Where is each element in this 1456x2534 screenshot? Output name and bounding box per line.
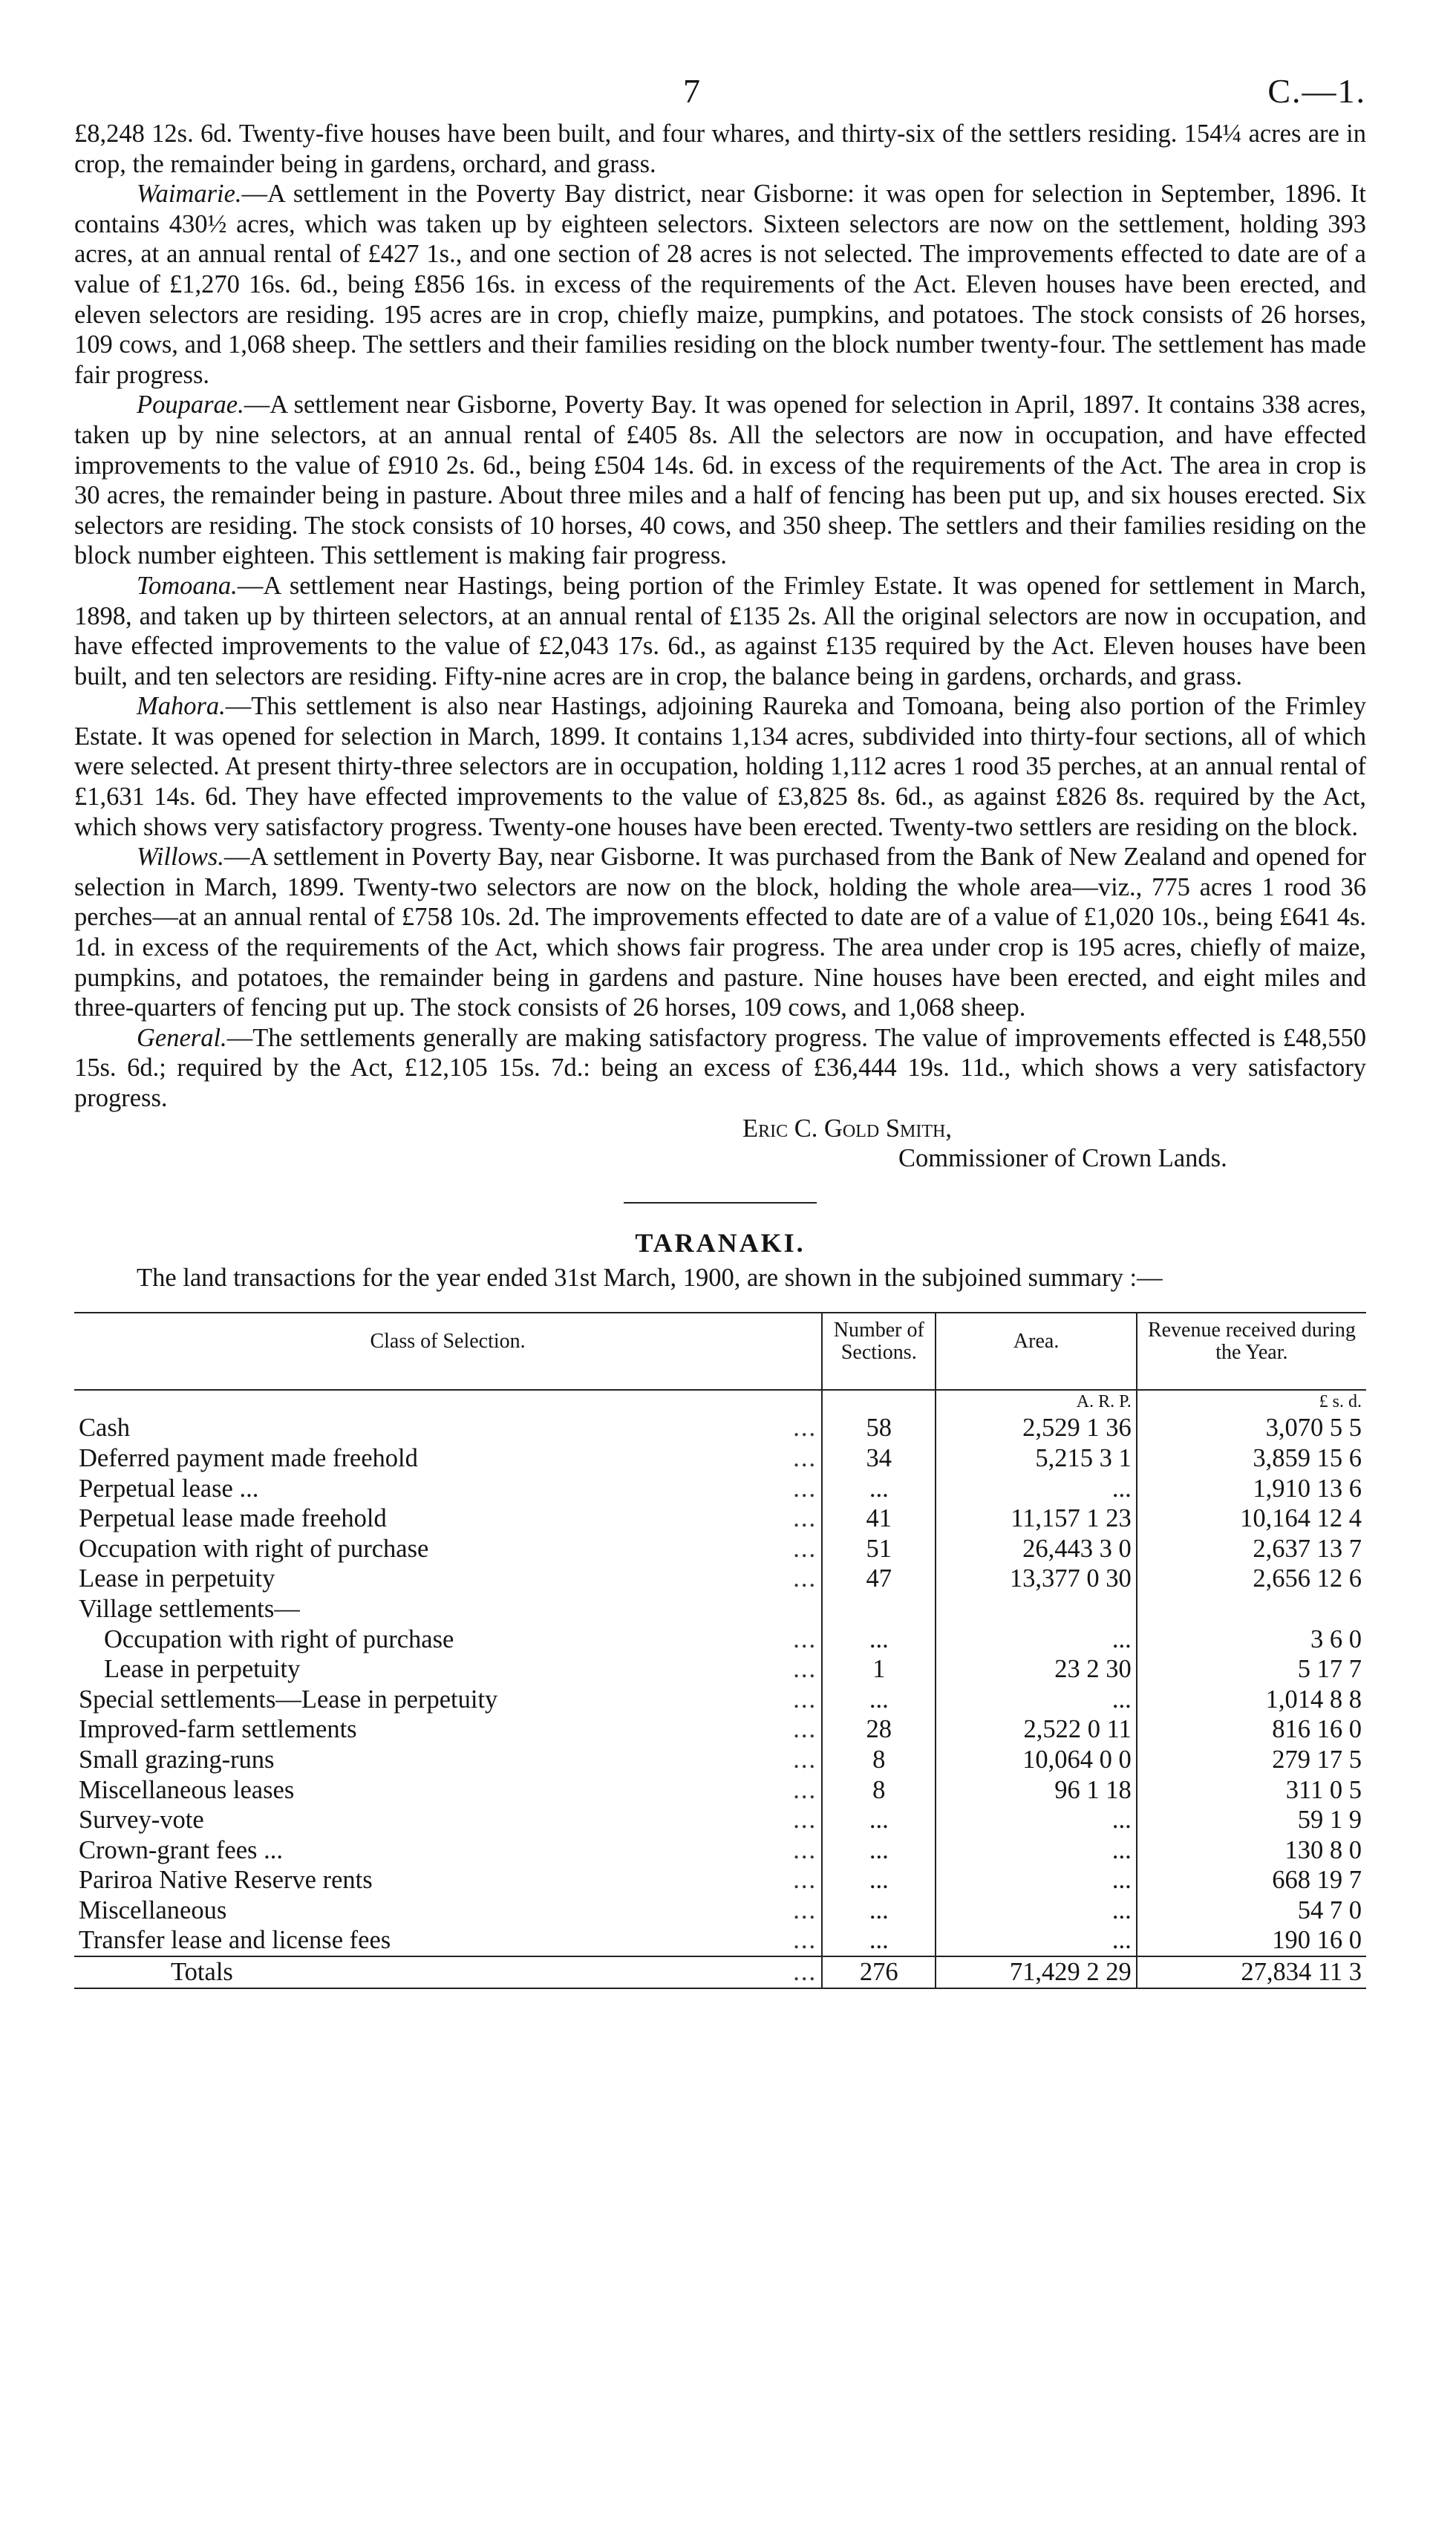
table-row (74, 1925, 1366, 1956)
row-revenue: 2,637 13 7 (1137, 1534, 1366, 1564)
row-revenue: 311 0 5 (1137, 1775, 1366, 1806)
leader-dots: ... (793, 1624, 817, 1653)
row-area: ... (936, 1474, 1136, 1504)
table-row (74, 1714, 1366, 1745)
section-title-willows: Willows. (137, 843, 224, 872)
document-page (74, 67, 1366, 1989)
leader-dots: ... (793, 1655, 817, 1684)
paragraph-willows (74, 842, 1366, 1023)
leader-dots: ... (793, 1685, 817, 1714)
row-revenue: 3 6 0 (1137, 1624, 1366, 1655)
units-area: A. R. P. (936, 1390, 1136, 1413)
row-number: 34 (822, 1443, 936, 1474)
leader-dots: ... (793, 1835, 817, 1864)
leader-dots: ... (793, 1504, 817, 1533)
paragraph-text: —The settlements generally are making satisfactory progress. The value of improvements effected is £48,550 15s. 6d.; required by the Act, £12,105 15s. 7d.: being an excess of £36,444 19s. 11d., which shows a very satisfactory progress. (74, 1023, 1366, 1112)
region-intro (74, 1263, 1366, 1293)
row-area: 26,443 3 0 (936, 1534, 1136, 1564)
table-row (74, 1685, 1366, 1715)
row-label-text: Perpetual lease made freehold (79, 1504, 387, 1533)
row-revenue: 1,910 13 6 (1137, 1474, 1366, 1504)
column-header-area: Area. (936, 1313, 1136, 1390)
row-number: ... (822, 1865, 936, 1895)
table-row (74, 1835, 1366, 1866)
row-class-label (74, 1474, 822, 1504)
table-row (74, 1775, 1366, 1806)
leader-dots: ... (793, 1895, 817, 1924)
row-class-label (74, 1685, 822, 1715)
row-area: 5,215 3 1 (936, 1443, 1136, 1474)
row-number: 28 (822, 1714, 936, 1745)
table-row (74, 1594, 1366, 1624)
row-number: ... (822, 1474, 936, 1504)
row-class-label (74, 1835, 822, 1866)
paragraph-general (74, 1023, 1366, 1114)
row-revenue (1137, 1594, 1366, 1624)
leader-dots: ... (793, 1958, 817, 1987)
table-row (74, 1745, 1366, 1775)
row-label-text: Lease in perpetuity (104, 1655, 301, 1684)
row-label-text: Special settlements—Lease in perpetuity (79, 1685, 498, 1714)
column-header-class: Class of Selection. (74, 1313, 822, 1390)
row-number: ... (822, 1685, 936, 1715)
paragraph-mahora (74, 691, 1366, 842)
row-revenue: 3,070 5 5 (1137, 1413, 1366, 1443)
leader-dots: ... (793, 1866, 817, 1895)
row-label-text: Village settlements— (79, 1594, 300, 1623)
row-number: 47 (822, 1564, 936, 1594)
table-row (74, 1654, 1366, 1685)
leader-dots: ... (793, 1474, 817, 1503)
row-revenue: 54 7 0 (1137, 1895, 1366, 1926)
leader-dots: ... (793, 1534, 817, 1563)
row-class-label (74, 1654, 822, 1685)
row-label-text: Crown-grant fees ... (79, 1835, 283, 1864)
table-row (74, 1474, 1366, 1504)
leader-dots: ... (793, 1443, 817, 1472)
signature-title: Commissioner of Crown Lands. (898, 1144, 1227, 1173)
intro-text: The land transactions for the year ended 31st March, 1900, are shown in the subjoined summary :— (137, 1263, 1163, 1292)
table-header-row (74, 1313, 1366, 1390)
totals-row (74, 1956, 1366, 1988)
row-area: 96 1 18 (936, 1775, 1136, 1806)
totals-label (74, 1956, 822, 1988)
table-row (74, 1865, 1366, 1895)
paragraph-waimarie (74, 179, 1366, 390)
row-class-label (74, 1413, 822, 1443)
row-area: ... (936, 1624, 1136, 1655)
row-revenue: 668 19 7 (1137, 1865, 1366, 1895)
totals-label-text: Totals (171, 1958, 233, 1987)
row-class-label (74, 1775, 822, 1806)
table-body (74, 1390, 1366, 1956)
paragraph-text: —A settlement in the Poverty Bay district, near Gisborne: it was open for selection in September, 1896. It contains 430½ acres, which was taken up by eighteen selectors. Sixteen selectors are now on the settlement, holding 393 acres, at an annual rental of £427 1s., and one section of 28 acres is not selected. The improvements effected to date are of a value of £1,270 16s. 6d., being £856 16s. in excess of the requirements of the Act. Eleven houses have been erected, and eleven selectors are residing. 195 acres are in crop, chiefly maize, pumpkins, and potatoes. The stock consists of 26 horses, 109 cows, and 1,068 sheep. The settlers and their families residing on the block number twenty-four. The settlement has made fair progress. (74, 180, 1366, 389)
signature-name: Eric C. Gold Smith, (742, 1114, 952, 1143)
table-row (74, 1895, 1366, 1926)
table-row (74, 1413, 1366, 1443)
leader-dots: ... (793, 1806, 817, 1835)
row-label-text: Occupation with right of purchase (79, 1534, 429, 1563)
paragraph-pouparae (74, 390, 1366, 571)
region-title: TARANAKI. (635, 1227, 806, 1258)
land-transactions-table (74, 1312, 1366, 1988)
row-area: 10,064 0 0 (936, 1745, 1136, 1775)
row-class-label (74, 1624, 822, 1655)
row-class-label (74, 1594, 822, 1624)
row-class-label (74, 1805, 822, 1835)
paragraph-text: £8,248 12s. 6d. Twenty-five houses have been built, and four whares, and thirty-six of the settlers residing. 154¼ acres are in crop, the remainder being in gardens, orchard, and grass. (74, 120, 1366, 178)
table-row (74, 1564, 1366, 1594)
leader-dots: ... (793, 1564, 817, 1593)
row-number: ... (822, 1835, 936, 1866)
row-class-label (74, 1925, 822, 1956)
row-label-text: Lease in perpetuity (79, 1564, 275, 1593)
row-class-label (74, 1714, 822, 1745)
row-revenue: 279 17 5 (1137, 1745, 1366, 1775)
row-revenue: 1,014 8 8 (1137, 1685, 1366, 1715)
paragraph-text: —A settlement near Hastings, being portion of the Frimley Estate. It was opened for settlement in March, 1898, and taken up by thirteen selectors, at an annual rental of £135 2s. All the original selectors are now in occupation, and have effected improvements to the value of £2,043 17s. 6d., as against £135 required by the Act. Eleven houses have been built, and ten selectors are residing. Fifty-nine acres are in crop, the balance being in gardens, orchards, and grass. (74, 571, 1366, 690)
row-number: 51 (822, 1534, 936, 1564)
row-number (822, 1594, 936, 1624)
section-title-waimarie: Waimarie. (137, 180, 242, 209)
leader-dots: ... (793, 1745, 817, 1774)
units-revenue: £ s. d. (1137, 1390, 1366, 1413)
page-header (74, 67, 1366, 119)
row-area: ... (936, 1925, 1136, 1956)
paragraph-text: —This settlement is also near Hastings, adjoining Raureka and Tomoana, being also portion of the Frimley Estate. It was opened for selection in March, 1899. It contains 1,134 acres, subdivided into thirty-four sections, all of which were selected. At present thirty-three selectors are in occupation, holding 1,112 acres 1 rood 35 perches, at an annual rental of £1,631 14s. 6d. They have effected improvements to the value of £3,825 8s. 6d., as against £826 8s. required by the Act, which shows very satisfactory progress. Twenty-one houses have been erected. Twenty-two settlers are residing on the block. (74, 692, 1366, 841)
totals-number: 276 (822, 1956, 936, 1988)
row-number: 41 (822, 1503, 936, 1534)
column-header-revenue: Revenue received during the Year. (1137, 1313, 1366, 1390)
document-reference: C.—1. (1267, 72, 1366, 110)
section-title-mahora: Mahora. (137, 692, 226, 721)
row-number: 1 (822, 1654, 936, 1685)
totals-revenue: 27,834 11 3 (1137, 1956, 1366, 1988)
row-number: 8 (822, 1745, 936, 1775)
row-area: ... (936, 1835, 1136, 1866)
row-area: ... (936, 1895, 1136, 1926)
units-row (74, 1390, 1366, 1413)
row-label-text: Small grazing-runs (79, 1745, 275, 1774)
row-area: ... (936, 1805, 1136, 1835)
totals-area: 71,429 2 29 (936, 1956, 1136, 1988)
row-label-text: Occupation with right of purchase (104, 1624, 454, 1653)
row-revenue: 130 8 0 (1137, 1835, 1366, 1866)
leader-dots: ... (793, 1414, 817, 1443)
row-revenue: 816 16 0 (1137, 1714, 1366, 1745)
leader-dots: ... (793, 1926, 817, 1955)
row-label-text: Pariroa Native Reserve rents (79, 1866, 373, 1895)
row-class-label (74, 1443, 822, 1474)
report-body (74, 119, 1366, 1114)
column-header-number: Number of Sections. (822, 1313, 936, 1390)
row-number: ... (822, 1805, 936, 1835)
row-label-text: Perpetual lease ... (79, 1474, 259, 1503)
paragraph-text: —A settlement near Gisborne, Poverty Bay. It was opened for selection in April, 1897. It contains 338 acres, taken up by nine selectors, at an annual rental of £405 8s. All the selectors are now in occupation, and have effected improvements to the value of £910 2s. 6d., being £504 14s. 6d. in excess of the requirements of the Act. The area in crop is 30 acres, the remainder being in pasture. About three miles and a half of fencing has been put up, and six houses erected. Six selectors are residing. The stock consists of 10 horses, 40 cows, and 350 sheep. The settlers and their families residing on the block number eighteen. This settlement is making fair progress. (74, 391, 1366, 570)
row-number: 8 (822, 1775, 936, 1806)
row-label-text: Miscellaneous (79, 1895, 227, 1924)
row-label-text: Improved-farm settlements (79, 1715, 357, 1744)
table-row (74, 1503, 1366, 1534)
paragraph-tomoana (74, 571, 1366, 691)
paragraph-text: —A settlement in Poverty Bay, near Gisborne. It was purchased from the Bank of New Zealand and opened for selection in March, 1899. Twenty-two selectors are now on the block, holding the whole area—viz., 775 acres 1 rood 36 perches—at an annual rental of £758 10s. 2d. The improvements effected to date are of a value of £1,020 10s., being £641 4s. 1d. in excess of the requirements of the Act, which shows fair progress. The area under crop is 195 acres, chiefly of maize, pumpkins, and potatoes, the remainder being in gardens and pasture. Nine houses have been erected, and eight miles and three-quarters of fencing put up. The stock consists of 26 horses, 109 cows, and 1,068 sheep. (74, 843, 1366, 1022)
section-title-pouparae: Pouparae. (137, 391, 244, 419)
row-revenue: 3,859 15 6 (1137, 1443, 1366, 1474)
row-number: ... (822, 1895, 936, 1926)
units-number (822, 1390, 936, 1413)
row-area: 2,522 0 11 (936, 1714, 1136, 1745)
row-label-text: Survey-vote (79, 1806, 204, 1835)
row-number: ... (822, 1624, 936, 1655)
section-title-tomoana: Tomoana. (137, 571, 238, 600)
row-class-label (74, 1503, 822, 1534)
row-area: ... (936, 1865, 1136, 1895)
row-label-text: Cash (79, 1414, 130, 1443)
units-spacer (74, 1390, 822, 1413)
section-divider (624, 1202, 817, 1204)
row-label-text: Deferred payment made freehold (79, 1443, 418, 1472)
row-area: ... (936, 1685, 1136, 1715)
row-number: ... (822, 1925, 936, 1956)
row-area: 2,529 1 36 (936, 1413, 1136, 1443)
row-label-text: Transfer lease and license fees (79, 1926, 391, 1955)
row-revenue: 2,656 12 6 (1137, 1564, 1366, 1594)
table-row (74, 1443, 1366, 1474)
row-revenue: 10,164 12 4 (1137, 1503, 1366, 1534)
row-revenue: 59 1 9 (1137, 1805, 1366, 1835)
row-class-label (74, 1865, 822, 1895)
leader-dots: ... (793, 1715, 817, 1744)
row-revenue: 190 16 0 (1137, 1925, 1366, 1956)
row-revenue: 5 17 7 (1137, 1654, 1366, 1685)
section-title-general: General. (137, 1023, 227, 1052)
row-area: 11,157 1 23 (936, 1503, 1136, 1534)
row-class-label (74, 1564, 822, 1594)
table-row (74, 1624, 1366, 1655)
row-class-label (74, 1895, 822, 1926)
leader-dots: ... (793, 1775, 817, 1804)
row-area: 13,377 0 30 (936, 1564, 1136, 1594)
paragraph-continued (74, 119, 1366, 179)
row-label-text: Miscellaneous leases (79, 1775, 295, 1804)
row-area: 23 2 30 (936, 1654, 1136, 1685)
row-area (936, 1594, 1136, 1624)
table-row (74, 1805, 1366, 1835)
row-class-label (74, 1534, 822, 1564)
row-number: 58 (822, 1413, 936, 1443)
row-class-label (74, 1745, 822, 1775)
table-row (74, 1534, 1366, 1564)
page-number: 7 (683, 72, 700, 110)
